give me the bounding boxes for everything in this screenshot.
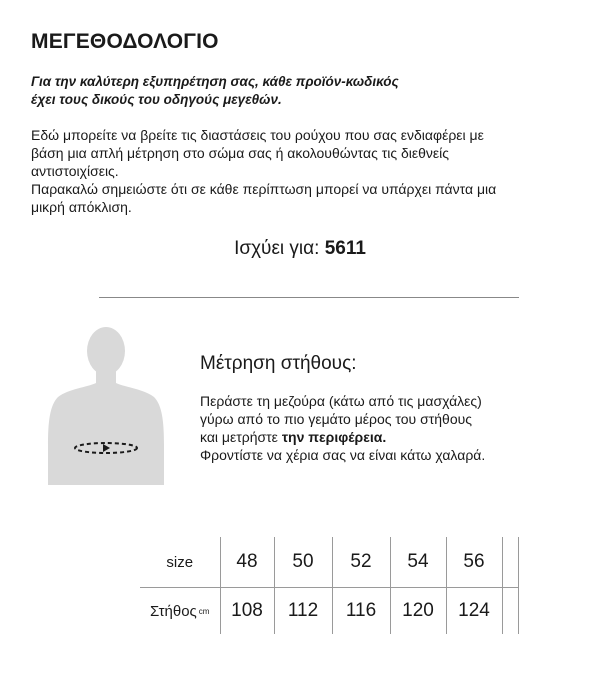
description-line: βάση μια απλή μέτρηση στο σώμα σας ή ακολουθώντας τις διεθνείς [31, 145, 450, 161]
head-shape [87, 327, 125, 375]
size-label: size [140, 537, 220, 588]
intro-line: έχει τους δικούς του οδηγούς μεγεθών. [31, 92, 282, 107]
measurement-title: Μέτρηση στήθους: [200, 353, 357, 374]
body-shape [48, 370, 164, 485]
intro-line: Για την καλύτερη εξυπηρέτηση σας, κάθε προϊόν-κωδικός [31, 74, 399, 89]
size-cell: 48 [220, 537, 274, 588]
chest-cell: 120 [390, 588, 446, 635]
description-line: αντιστοιχίσεις. [31, 163, 119, 179]
description-line: Παρακαλώ σημειώστε ότι σε κάθε περίπτωση μπορεί να υπάρχει πάντα μια [31, 181, 497, 197]
page-title: ΜΕΓΕΘΟΔΟΛΟΓΙΟ [31, 30, 219, 53]
description-line: μικρή απόκλιση. [31, 199, 132, 215]
instruction-text: και μετρήστε [200, 429, 282, 445]
instruction-line: Περάστε τη μεζούρα (κάτω από τις μασχάλες) [200, 393, 482, 409]
size-table [140, 537, 519, 634]
instruction-emphasis: την περιφέρεια. [281, 429, 387, 445]
chest-row [140, 588, 518, 635]
description-line: Εδώ μπορείτε να βρείτε τις διαστάσεις του ρούχου που σας ενδιαφέρει με [31, 127, 484, 143]
size-cell: 56 [446, 537, 502, 588]
product-code: 5611 [324, 238, 366, 259]
chest-cell: 112 [274, 588, 332, 635]
instruction-line [200, 428, 485, 446]
empty-cell [502, 537, 518, 588]
chest-cell: 108 [220, 588, 274, 635]
size-cell: 54 [390, 537, 446, 588]
silhouette-shape [48, 327, 164, 485]
size-cell: 52 [332, 537, 390, 588]
measurement-instructions [200, 392, 485, 464]
chest-unit: cm [198, 607, 210, 617]
empty-cell [502, 588, 518, 635]
size-row [140, 537, 518, 588]
chest-label-cell [140, 588, 220, 635]
validity-label: Ισχύει για: [234, 238, 325, 259]
size-cell: 50 [274, 537, 332, 588]
chest-cell: 124 [446, 588, 502, 635]
divider [99, 297, 519, 298]
instruction-line: Φροντίστε να χέρια σας να είναι κάτω χαλαρά. [200, 447, 486, 463]
intro-text [31, 73, 399, 109]
instruction-line: γύρω από το πιο γεμάτο μέρος του στήθους [200, 411, 473, 427]
description-text [31, 126, 576, 216]
torso-silhouette-illustration [44, 325, 204, 505]
chest-label: Στήθος [150, 602, 197, 620]
chest-cell: 116 [332, 588, 390, 635]
validity-line [0, 238, 600, 260]
